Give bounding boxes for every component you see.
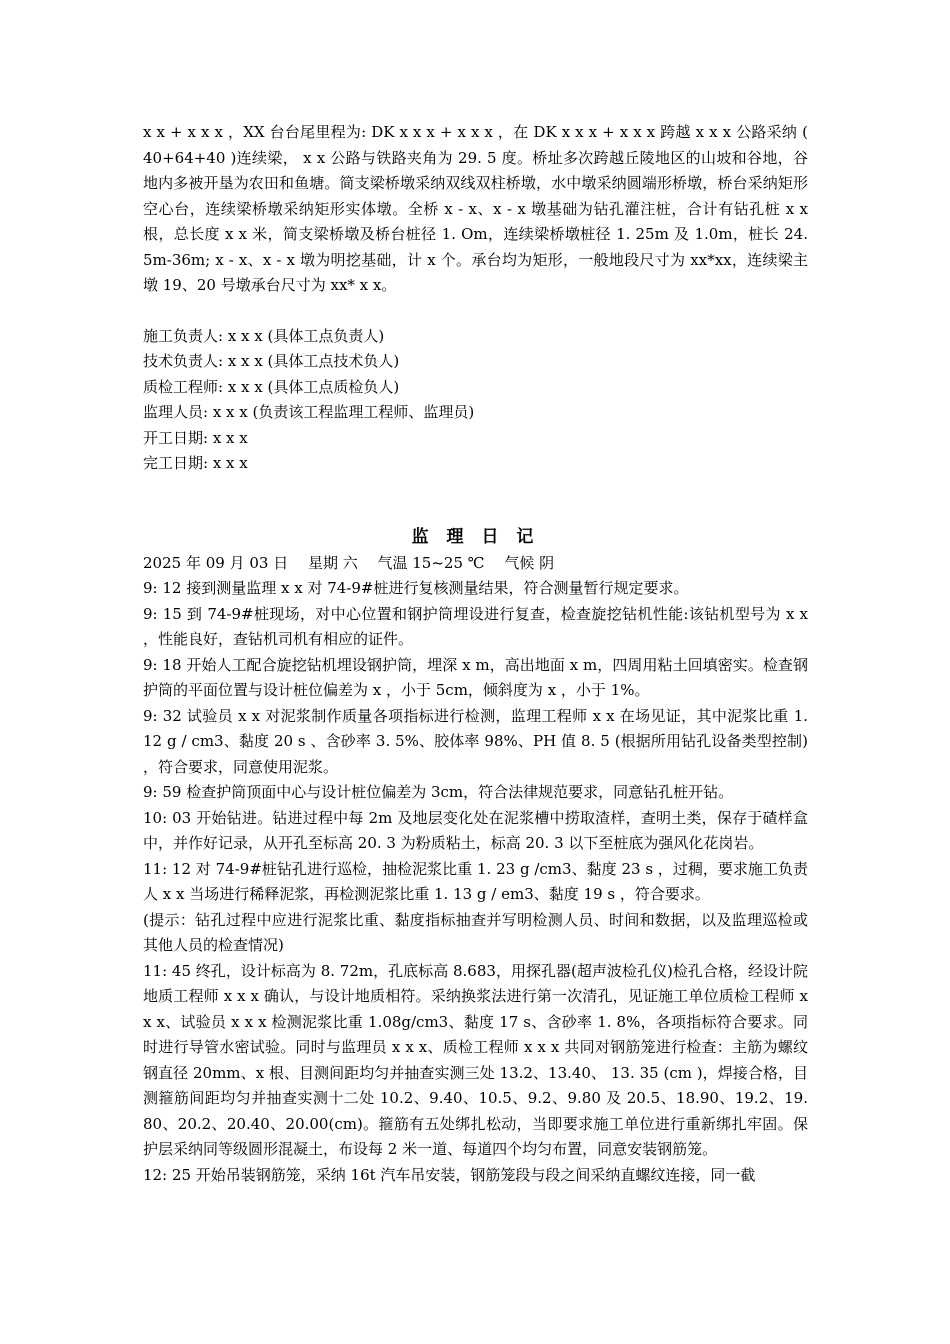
diary-entry: 10: 03 开始钻进。钻进过程中每 2m 及地层变化处在泥浆槽中捞取渣样，查明土类，保存于碴样盒中，并作好记录，从开孔至标高 20. 3 为粉质粘土，标高 20. 3 以下至桩底为强风化花岗岩。 bbox=[143, 808, 808, 852]
diary-entry: 11: 12 对 74-9#桩钻孔进行巡检，抽检泥浆比重 1. 23 g /cm3、黏度 23 s ，过稠，要求施工负责人 x x 当场进行稀释泥浆，再检测泥浆比重 1. 13 g / em3、黏度 19 s ，符合要求。 bbox=[143, 859, 808, 903]
diary-note: (提示：钻孔过程中应进行泥浆比重、黏度指标抽查并写明检测人员、时间和数据，以及监理巡检或其他人员的检查情况) bbox=[143, 910, 808, 954]
diary-title: 监 理 日 记 bbox=[411, 526, 540, 547]
project-description: x x + x x x ，XX 台台尾里程为: DK x x x + x x x ，在 DK x x x + x x x 跨越 x x x 公路采纳 ( 40+64+40 )连续梁， x x 公路与铁路夹角为 29. 5 度。桥址多次跨越丘陵地区的山坡和谷地，谷地内多被开垦为农田和鱼塘。简支梁桥墩采纳双线双柱桥墩，水中墩采纳圆端形桥墩，桥台采纳矩形空心台，连续梁桥墩采纳矩形实体墩。全桥 x - x、x - x 墩基础为钻孔灌注桩，合计有钻孔桩 x x 根，总长度 x x 米，简支梁桥墩及桥台桩径 1. Om，连续梁桥墩桩径 1. 25m 及 1.0m，桩长 24. 5m-36m; x - x、x - x 墩为明挖基础，计 x 个。承台均为矩形，一般地段尺寸为 xx*xx，连续梁主墩 19、20 号墩承台尺寸为 xx* x x。 bbox=[143, 123, 808, 294]
diary-entry: 9: 59 检查护筒顶面中心与设计桩位偏差为 3cm，符合法律规范要求，同意钻孔桩开钻。 bbox=[143, 783, 734, 801]
technical-lead: 技术负责人: x x x (具体工点技术负人) bbox=[143, 352, 400, 370]
diary-entry: 9: 18 开始人工配合旋挖钻机埋设钢护筒，埋深 x m，高出地面 x m，四周用粘土回填密实。检查钢护筒的平面位置与设计桩位偏差为 x ，小于 5cm，倾斜度为 x ，小于 1%。 bbox=[143, 655, 808, 699]
diary-entry: 9: 15 到 74-9#桩现场，对中心位置和钢护筒埋设进行复查，检查旋挖钻机性能:该钻机型号为 x x ，性能良好，查钻机司机有相应的证件。 bbox=[143, 604, 808, 648]
diary-entry: 9: 32 试验员 x x 对泥浆制作质量各项指标进行检测，监理工程师 x x 在场见证，其中泥浆比重 1. 12 g / cm3、黏度 20 s 、含砂率 3. 5%、胶体率 98%、PH 值 8. 5 (根据所用钻孔设备类型控制) ，符合要求，同意使用泥浆。 bbox=[143, 706, 808, 776]
diary-entry: 11: 45 终孔，设计标高为 8. 72m，孔底标高 8.683，用探孔器(超声波检孔仪)检孔合格，经设计院地质工程师 x x x 确认，与设计地质相符。采纳换浆法进行第一次清孔，见证施工单位质检工程师 x x x、试验员 x x x 检测泥浆比重 1.08g/cm3、黏度 17 s、含砂率 1. 8%，各项指标符合要求。同时进行导管水密试验。同时与监理员 x x x、质检工程师 x x x 共同对钢筋笼进行检查：主筋为螺纹钢直径 20mm、x 根、目测间距均匀并抽查实测三处 13.2、13.40、 13. 35 (cm )，焊接合格，目测箍筋间距均匀并抽查实测十二处 10.2、9.40、10.5、9.2、9.80 及 20.5、18.90、19.2、19. 80、20.2、20.40、20.00(cm)。箍筋有五处绑扎松动，当即要求施工单位进行重新绑扎牢固。保护层采纳同等级圆形混凝土，布设每 2 米一道、每道四个均匀布置，同意安装钢筋笼。 bbox=[143, 961, 808, 1158]
quality-engineer: 质检工程师: x x x (具体工点质检负人) bbox=[143, 377, 400, 396]
document-page bbox=[143, 120, 808, 1188]
completion-date: 完工日期: x x x bbox=[143, 454, 248, 472]
supervision-staff: 监理人员: x x x (负责该工程监理工程师、监理员) bbox=[143, 403, 475, 421]
construction-lead: 施工负责人: x x x (具体工点负责人) bbox=[143, 326, 385, 345]
diary-dateline: 2025 年 09 月 03 日 星期 六 气温 15~25 ℃ 气候 阴 bbox=[143, 553, 555, 572]
start-date: 开工日期: x x x bbox=[143, 428, 248, 447]
personnel-list bbox=[143, 324, 808, 477]
diary-entry: 9: 12 接到测量监理 x x 对 74-9#桩进行复核测量结果，符合测量暂行规定要求。 bbox=[143, 579, 689, 597]
diary-entries bbox=[143, 576, 808, 1188]
diary-entry: 12: 25 开始吊装钢筋笼，采纳 16t 汽车吊安装，钢筋笼段与段之间采纳直螺纹连接，同一截 bbox=[143, 1165, 756, 1184]
